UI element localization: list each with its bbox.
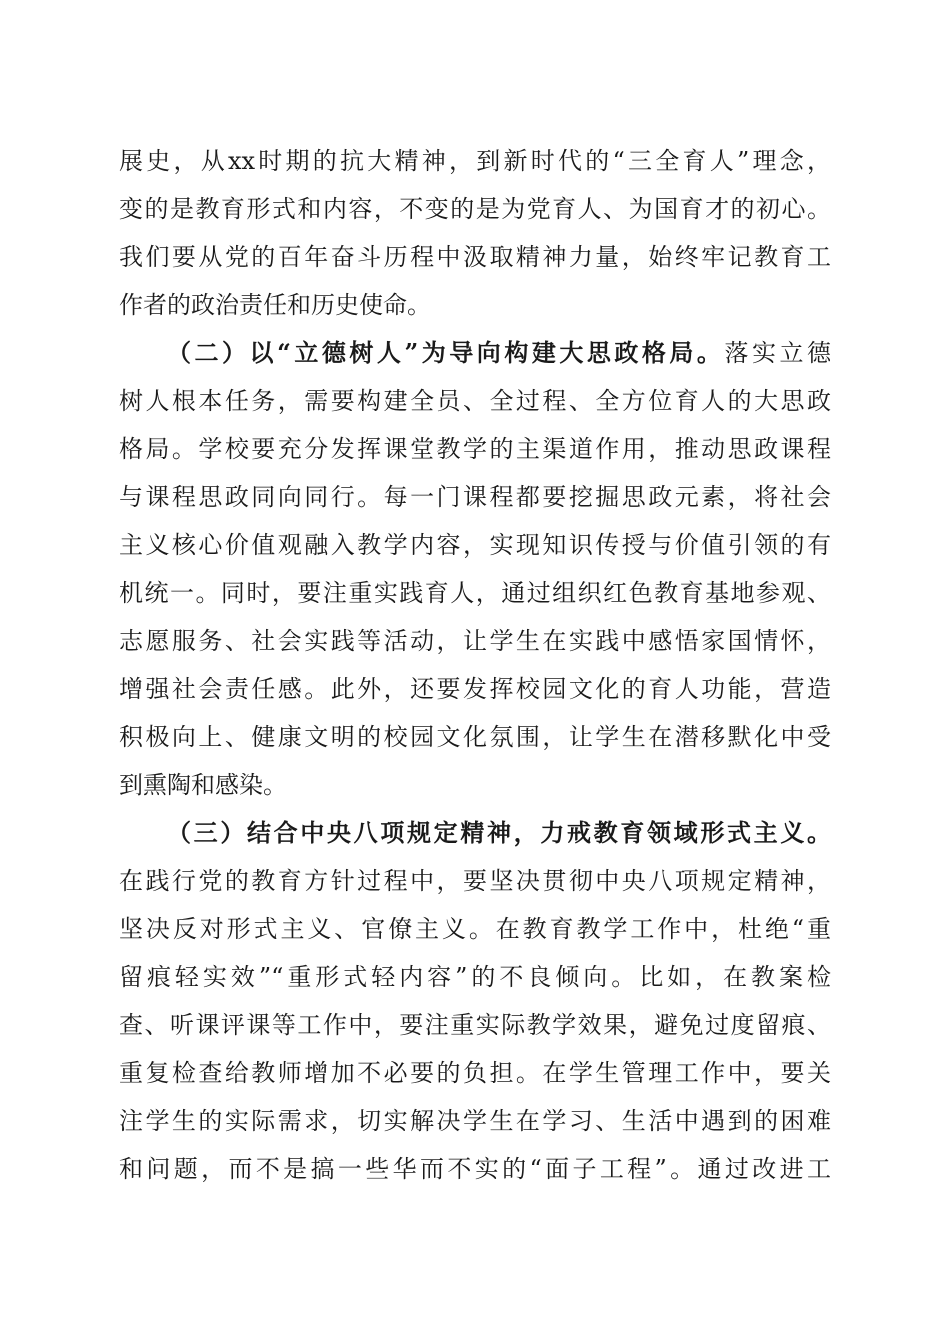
- text-line: 格局。学校要充分发挥课堂教学的主渠道作用，推动思政课程: [119, 435, 831, 463]
- text-line: 重复检查给教师增加不必要的负担。在学生管理工作中，要关: [119, 1059, 831, 1087]
- section-heading-2: （二）以“立德树人”为导向构建大思政格局。: [167, 338, 725, 367]
- paragraph-3: [119, 809, 831, 1193]
- text-line: 到熏陶和感染。: [119, 771, 287, 799]
- text-line: 留痕轻实效”“重形式轻内容”的不良倾向。比如，在教案检: [119, 963, 831, 991]
- text-line: 展史，从xx时期的抗大精神，到新时代的“三全育人”理念，: [119, 147, 831, 175]
- text-run: 落实立德: [724, 339, 831, 367]
- text-line: 变的是教育形式和内容，不变的是为党育人、为国育才的初心。: [119, 195, 831, 223]
- text-line: 坚决反对形式主义、官僚主义。在教育教学工作中，杜绝“重: [119, 915, 831, 943]
- document-body: [119, 137, 831, 1193]
- text-line: 与课程思政同向同行。每一门课程都要挖掘思政元素，将社会: [119, 483, 831, 511]
- text-line: 我们要从党的百年奋斗历程中汲取精神力量，始终牢记教育工: [119, 243, 831, 271]
- paragraph-2-first-line: [119, 329, 831, 377]
- text-line: 和问题，而不是搞一些华而不实的“面子工程”。通过改进工: [119, 1155, 831, 1183]
- text-line: 作者的政治责任和历史使命。: [119, 291, 431, 319]
- text-line: 增强社会责任感。此外，还要发挥校园文化的育人功能，营造: [119, 675, 831, 703]
- paragraph-1: [119, 137, 831, 329]
- text-line: 查、听课评课等工作中，要注重实际教学效果，避免过度留痕、: [119, 1011, 831, 1039]
- text-line: 机统一。同时，要注重实践育人，通过组织红色教育基地参观、: [119, 579, 831, 607]
- paragraph-2: [119, 329, 831, 809]
- text-line: 主义核心价值观融入教学内容，实现知识传授与价值引领的有: [119, 531, 831, 559]
- text-line: 志愿服务、社会实践等活动，让学生在实践中感悟家国情怀，: [119, 627, 831, 655]
- text-line: 树人根本任务，需要构建全员、全过程、全方位育人的大思政: [119, 387, 831, 415]
- section-heading-3: （三）结合中央八项规定精神，力戒教育领域形式主义。: [167, 818, 831, 847]
- text-line: 在践行党的教育方针过程中，要坚决贯彻中央八项规定精神，: [119, 867, 831, 895]
- text-line: 注学生的实际需求，切实解决学生在学习、生活中遇到的困难: [119, 1107, 831, 1135]
- text-line: 积极向上、健康文明的校园文化氛围，让学生在潜移默化中受: [119, 723, 831, 751]
